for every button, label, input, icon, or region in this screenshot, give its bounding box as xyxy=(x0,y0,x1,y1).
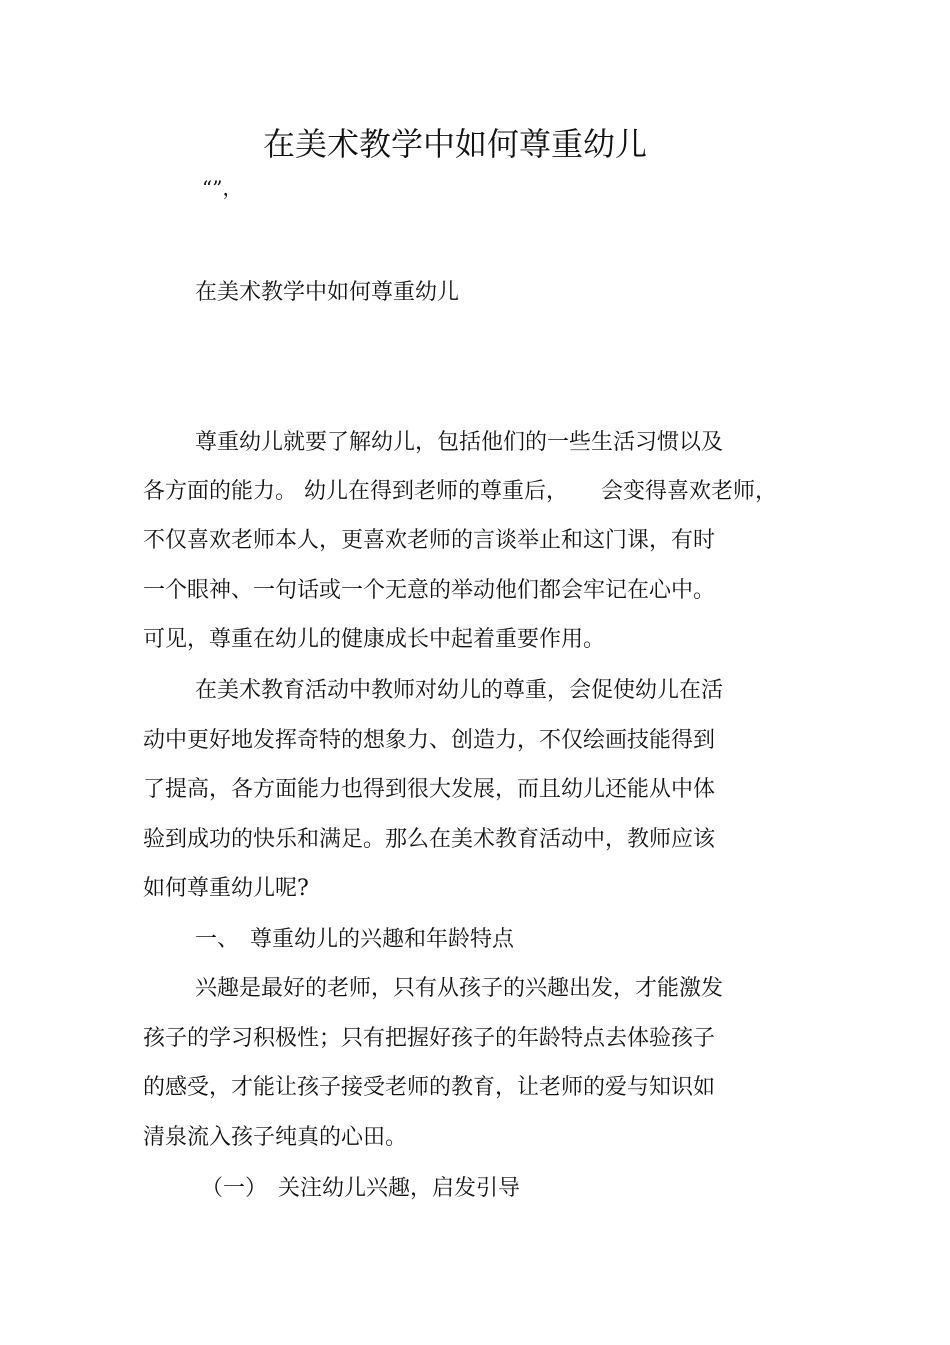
paragraph-2-line-4: 验到成功的快乐和满足。那么在美术教育活动中，教师应该 xyxy=(143,827,716,852)
paragraph-2-line-3: 了提高，各方面能力也得到很大发展，而且幼儿还能从中体 xyxy=(143,777,716,802)
paragraph-1-line-2: 各方面的能力。 幼儿在得到老师的尊重后， 会变得喜欢老师， xyxy=(143,479,777,504)
section-heading-1: 一、 尊重幼儿的兴趣和年龄特点 xyxy=(195,927,515,952)
subsection-heading-1: （一） 关注幼儿兴趣，启发引导 xyxy=(201,1176,521,1201)
paragraph-3-line-3: 的感受，才能让孩子接受老师的教育，让老师的爱与知识如 xyxy=(143,1075,716,1100)
paragraph-3-line-2: 孩子的学习积极性；只有把握好孩子的年龄特点去体验孩子 xyxy=(143,1026,716,1051)
paragraph-2-line-5: 如何尊重幼儿呢? xyxy=(143,876,309,901)
document-title: 在美术教学中如何尊重幼儿 xyxy=(262,125,647,163)
paragraph-2-line-1: 在美术教育活动中教师对幼儿的尊重，会促使幼儿在活 xyxy=(195,678,724,703)
paragraph-3-line-4: 清泉流入孩子纯真的心田。 xyxy=(143,1125,408,1150)
quote-marks: “”， xyxy=(202,176,243,200)
paragraph-1-line-1: 尊重幼儿就要了解幼儿，包括他们的一些生活习惯以及 xyxy=(195,430,724,455)
document-subtitle: 在美术教学中如何尊重幼儿 xyxy=(195,280,460,305)
paragraph-3-line-1: 兴趣是最好的老师，只有从孩子的兴趣出发，才能激发 xyxy=(195,976,724,1001)
paragraph-1-line-5: 可见，尊重在幼儿的健康成长中起着重要作用。 xyxy=(143,627,606,652)
paragraph-1-line-3: 不仅喜欢老师本人，更喜欢老师的言谈举止和这门课，有时 xyxy=(143,528,716,553)
paragraph-1-line-4: 一个眼神、一句话或一个无意的举动他们都会牢记在心中。 xyxy=(143,578,716,603)
paragraph-2-line-2: 动中更好地发挥奇特的想象力、创造力，不仅绘画技能得到 xyxy=(143,728,716,753)
